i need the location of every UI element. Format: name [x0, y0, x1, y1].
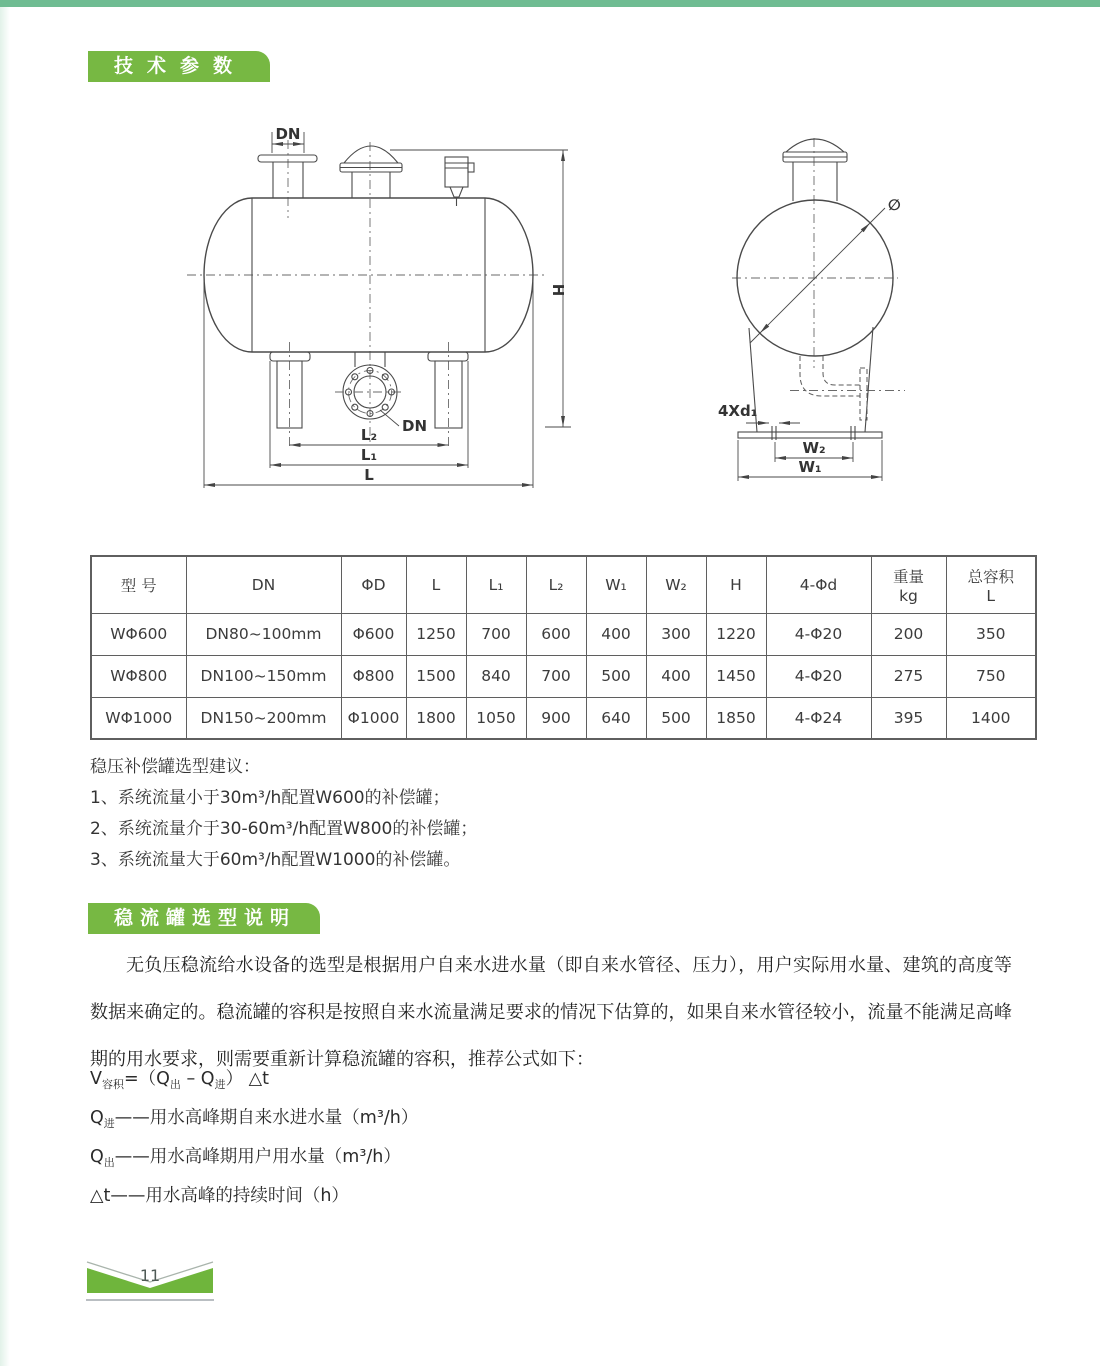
formula-text: Q — [90, 1147, 104, 1167]
manhole — [783, 139, 847, 201]
table-cell: 900 — [526, 697, 586, 739]
header-l1: L₁ — [466, 556, 526, 613]
tank-shell — [204, 198, 533, 352]
table-cell: 400 — [586, 613, 646, 655]
table-cell: 4-Φ24 — [766, 697, 871, 739]
notes-title: 稳压补偿罐选型建议： — [90, 757, 260, 777]
table-cell: 1220 — [706, 613, 766, 655]
table-cell: DN100~150mm — [186, 655, 341, 697]
formula-subscript: 进 — [214, 1078, 226, 1091]
section-title-tech-params: 技术参数 — [88, 51, 270, 82]
table-cell: 275 — [871, 655, 946, 697]
table-cell: 1400 — [946, 697, 1036, 739]
header-phid: ΦD — [341, 556, 406, 613]
inlet-nozzle — [258, 155, 317, 198]
formula-text: ） △t — [225, 1069, 269, 1089]
table-cell: 1050 — [466, 697, 526, 739]
section-title-tank-selection: 稳流罐选型说明 — [88, 903, 320, 934]
formula-subscript: 容积 — [101, 1078, 124, 1091]
left-edge-fade — [0, 7, 10, 1366]
table-row — [91, 655, 1036, 697]
formula-q-out — [90, 1144, 418, 1183]
table-cell: 1250 — [406, 613, 466, 655]
notes-item-3: 3、系统流量大于60m³/h配置W1000的补偿罐。 — [90, 850, 461, 870]
diameter-dimension — [750, 196, 901, 343]
header-capacity — [946, 556, 1036, 613]
notes-item-1: 1、系统流量小于30m³/h配置W600的补偿罐； — [90, 788, 450, 808]
table-cell: 500 — [586, 655, 646, 697]
formula-text: ——用水高峰期自来水进水量（m³/h） — [114, 1108, 419, 1128]
formula-subscript: 出 — [169, 1078, 181, 1091]
w1-label: W₁ — [798, 458, 822, 476]
table-cell: 1850 — [706, 697, 766, 739]
header-weight — [871, 556, 946, 613]
table-cell: 1450 — [706, 655, 766, 697]
table-cell: 4-Φ20 — [766, 613, 871, 655]
header-h: H — [706, 556, 766, 613]
notes-item-2: 2、系统流量介于30-60m³/h配置W800的补偿罐； — [90, 819, 478, 839]
dn-top-label: DN — [275, 125, 301, 143]
formula-text: V — [90, 1069, 102, 1089]
formula-block — [90, 1066, 418, 1222]
table-cell: DN150~200mm — [186, 697, 341, 739]
length-dimensions — [204, 282, 533, 488]
formula-q-in — [90, 1105, 418, 1144]
formula-volume — [90, 1066, 418, 1105]
header-w2: W₂ — [646, 556, 706, 613]
table-cell: WΦ1000 — [91, 697, 186, 739]
tank-front-view-drawing — [175, 110, 615, 510]
table-cell: 395 — [871, 697, 946, 739]
formula-text: =（Q — [123, 1069, 170, 1089]
phi-label: ∅ — [888, 196, 901, 214]
table-cell: 600 — [526, 613, 586, 655]
table-cell: 400 — [646, 655, 706, 697]
formula-text: Q — [90, 1108, 104, 1128]
table-cell: 750 — [946, 655, 1036, 697]
page-number: 11 — [139, 1266, 161, 1285]
bottom-flange — [335, 352, 427, 435]
table-cell: WΦ800 — [91, 655, 186, 697]
dn-flange-label: DN — [402, 417, 428, 435]
centerlines — [732, 138, 905, 391]
formula-text: ——用水高峰期用户用水量（m³/h） — [114, 1147, 401, 1167]
formula-text: – Q — [180, 1069, 215, 1089]
table-cell: 200 — [871, 613, 946, 655]
l-label: L — [364, 466, 374, 484]
manhole — [340, 146, 402, 198]
top-green-strip — [0, 0, 1100, 7]
w2-label: W₂ — [802, 439, 826, 457]
table-cell: 700 — [526, 655, 586, 697]
width-dimensions — [738, 439, 882, 481]
table-row — [91, 613, 1036, 655]
table-cell: 1500 — [406, 655, 466, 697]
header-w1: W₁ — [586, 556, 646, 613]
table-cell: 500 — [646, 697, 706, 739]
table-cell: DN80~100mm — [186, 613, 341, 655]
table-cell: 840 — [466, 655, 526, 697]
table-cell: Φ800 — [341, 655, 406, 697]
spec-table — [90, 555, 1037, 740]
table-cell: 700 — [466, 613, 526, 655]
header-model: 型 号 — [91, 556, 186, 613]
h-label: H — [549, 283, 567, 297]
anchor-holes-dimension — [718, 402, 800, 423]
l2-label: L₂ — [360, 426, 378, 444]
table-cell: 640 — [586, 697, 646, 739]
table-cell: WΦ600 — [91, 613, 186, 655]
table-cell: 300 — [646, 613, 706, 655]
header-4phid: 4-Φd — [766, 556, 871, 613]
table-cell: 350 — [946, 613, 1036, 655]
header-capacity-top: 总容积 — [967, 567, 1014, 586]
outlet-elbow-pipe — [800, 356, 867, 420]
header-dn: DN — [186, 556, 341, 613]
table-cell: 4-Φ20 — [766, 655, 871, 697]
header-weight-unit: kg — [899, 586, 918, 605]
page-number-ribbon — [85, 1260, 215, 1302]
formula-subscript: 出 — [103, 1156, 115, 1169]
formula-delta-t: △t——用水高峰的持续时间（h） — [90, 1186, 349, 1206]
centerlines — [187, 140, 547, 448]
selection-notes — [90, 752, 477, 876]
header-l2: L₂ — [526, 556, 586, 613]
table-cell: 1800 — [406, 697, 466, 739]
formula-subscript: 进 — [103, 1117, 115, 1130]
header-l: L — [406, 556, 466, 613]
selection-paragraph: 无负压稳流给水设备的选型是根据用户自来水进水量（即自来水管径、压力），用户实际用水量、建筑的高度等数据来确定的。稳流罐的容积是按照自来水流量满足要求的情况下估算的，如果自来水管径较小，流量不能满足高峰期的用水要求，则需要重新计算稳流罐的容积，推荐公式如下： — [90, 955, 1012, 1070]
table-cell: Φ600 — [341, 613, 406, 655]
table-row — [91, 697, 1036, 739]
table-header-row — [91, 556, 1036, 613]
l1-label: L₁ — [360, 446, 378, 464]
tank-side-view-drawing — [690, 110, 1030, 510]
h-dimension — [390, 150, 571, 427]
header-weight-top: 重量 — [892, 567, 924, 586]
table-cell: Φ1000 — [341, 697, 406, 739]
bolt-holes-label: 4Xd₁ — [718, 402, 758, 420]
footer-divider-line — [86, 1299, 214, 1301]
header-capacity-unit: L — [986, 586, 996, 605]
